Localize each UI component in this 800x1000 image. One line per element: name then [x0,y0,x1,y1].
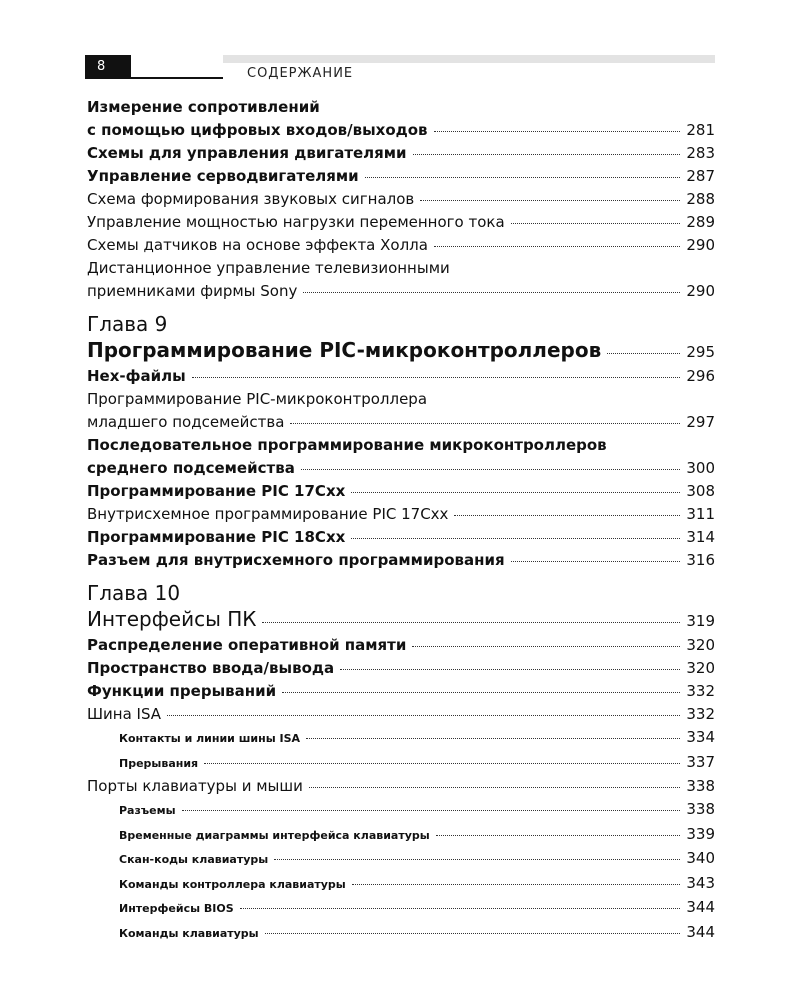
dot-leader [303,292,680,293]
toc-entry [87,96,715,142]
dot-leader [434,131,681,132]
toc-entry-title: Схемы для управления двигателями [87,144,407,162]
toc-entry-title: с помощью цифровых входов/выходов [87,121,428,139]
dot-leader [351,492,680,493]
dot-leader [365,177,681,178]
toc-page-number: 308 [686,482,715,500]
toc-entry [87,234,715,257]
toc-entry [87,257,715,303]
toc-page-number: 337 [686,752,715,771]
toc-entry-title: Прерывания [119,756,199,770]
running-header [85,55,715,79]
toc-subentry [87,798,715,823]
toc-page-number: 320 [686,659,715,677]
toc-entry-title: Программирование PIC-микроконтроллера [87,390,428,408]
dot-leader [265,933,681,934]
dot-leader [412,646,680,647]
toc-entry-title: среднего подсемейства [87,459,295,477]
toc-page-number: 295 [686,343,715,361]
toc-page-number: 344 [686,898,715,916]
toc-entry-title: Порты клавиатуры и мыши [87,777,303,795]
toc-entry-title: Внутрисхемное программирование PIC 17Cxx [87,505,449,523]
toc-page-number: 332 [686,682,715,700]
toc-entry-title: Скан-коды клавиатуры [119,853,269,866]
toc-subentry [87,896,715,921]
toc-entry [87,165,715,188]
toc-entry-title: Программирование PIC 17Cxx [87,482,346,500]
toc-page-number: 340 [686,849,715,867]
dot-leader [167,715,680,716]
chapter-heading [87,606,715,634]
toc-page-number: 338 [686,800,715,818]
toc-subentry [87,921,715,946]
toc-entry-title: приемниками фирмы Sony [87,282,298,300]
toc-entry-title: Временные диаграммы интерфейса клавиатуры [119,828,430,842]
toc-page-number: 320 [686,636,715,654]
toc-page-number: 343 [686,873,715,892]
dot-leader [290,423,680,424]
chapter-title: Программирование PIC-микроконтроллеров [87,338,602,362]
toc-entry-title: Контакты и линии шины ISA [119,732,301,745]
dot-leader [413,154,681,155]
toc-entry [87,211,715,234]
toc-entry [87,634,715,657]
chapter-heading [87,337,715,365]
toc-page-number: 319 [686,612,715,630]
chapter-label: Глава 10 [87,581,181,605]
dot-leader [306,738,680,739]
toc-entry-title: Распределение оперативной памяти [87,636,407,654]
toc-entry-title: Команды контроллера клавиатуры [119,877,346,891]
toc-entry [87,703,715,726]
table-of-contents [87,96,715,945]
dot-leader [607,353,680,354]
dot-leader [511,561,681,562]
toc-subentry [87,847,715,872]
dot-leader [434,246,680,247]
chapter-title: Интерфейсы ПК [87,607,257,631]
toc-entry-title: Команды клавиатуры [119,926,259,940]
toc-page-number: 289 [686,213,715,231]
toc-entry-title: Управление серводвигателями [87,167,359,185]
toc-entry-title: Разъем для внутрисхемного программирования [87,551,505,569]
toc-page-number: 288 [686,190,715,208]
toc-page-number: 314 [686,528,715,546]
toc-page-number: 332 [686,705,715,723]
toc-entry [87,657,715,680]
header-title: СОДЕРЖАНИЕ [247,66,354,81]
toc-entry-title: Схема формирования звуковых сигналов [87,190,415,208]
dot-leader [309,787,681,788]
dot-leader [340,669,680,670]
toc-page-number: 290 [686,236,715,254]
toc-page-number: 281 [686,121,715,139]
dot-leader [351,538,680,539]
chapter-label: Глава 9 [87,312,168,336]
dot-leader [301,469,681,470]
dot-leader [282,692,680,693]
toc-entry-title: Интерфейсы BIOS [119,902,234,915]
toc-entry [87,480,715,503]
toc-entry-title: Дистанционное управление телевизионными [87,259,450,277]
toc-page-number: 300 [686,459,715,477]
toc-page-number: 339 [686,824,715,843]
toc-entry [87,775,715,798]
toc-entry-title: Шина ISA [87,705,162,723]
dot-leader [274,859,680,860]
dot-leader [420,200,680,201]
toc-entry-title: Управление мощностью нагрузки переменного тока [87,213,505,231]
toc-page-number: 334 [686,728,715,746]
toc-entry [87,549,715,572]
toc-entry [87,503,715,526]
toc-subentry [87,872,715,897]
dot-leader [454,515,680,516]
toc-entry-title: Разъемы [119,804,176,817]
toc-entry-title: Пространство ввода/вывода [87,659,335,677]
dot-leader [511,223,681,224]
dot-leader [352,884,681,885]
toc-page-number: 297 [686,413,715,431]
toc-entry-title: Программирование PIC 18Cxx [87,528,346,546]
toc-entry-title: Схемы датчиков на основе эффекта Холла [87,236,428,254]
dot-leader [204,763,680,764]
toc-entry-title: младшего подсемейства [87,413,285,431]
dot-leader [262,622,680,623]
toc-entry [87,526,715,549]
toc-subentry [87,751,715,776]
header-band [223,55,715,63]
toc-entry [87,365,715,388]
toc-entry [87,142,715,165]
toc-page-number: 311 [686,505,715,523]
toc-page-number: 283 [686,144,715,162]
toc-page-number: 338 [686,777,715,795]
toc-entry [87,434,715,480]
dot-leader [192,377,681,378]
toc-page-number: 344 [686,922,715,941]
toc-entry-title: Hex-файлы [87,367,186,385]
toc-entry [87,680,715,703]
toc-entry-title: Измерение сопротивлений [87,98,320,116]
toc-page-number: 287 [686,167,715,185]
toc-subentry [87,726,715,751]
dot-leader [436,835,681,836]
toc-subentry [87,823,715,848]
toc-entry [87,188,715,211]
toc-page-number: 316 [686,551,715,569]
header-rule [131,77,223,79]
dot-leader [182,810,681,811]
toc-entry-title: Функции прерываний [87,682,277,700]
toc-entry [87,388,715,434]
toc-page-number: 296 [686,367,715,385]
toc-entry-title: Последовательное программирование микроконтроллеров [87,436,607,454]
toc-page-number: 290 [686,282,715,300]
page-number: 8 [85,55,131,79]
dot-leader [240,908,681,909]
